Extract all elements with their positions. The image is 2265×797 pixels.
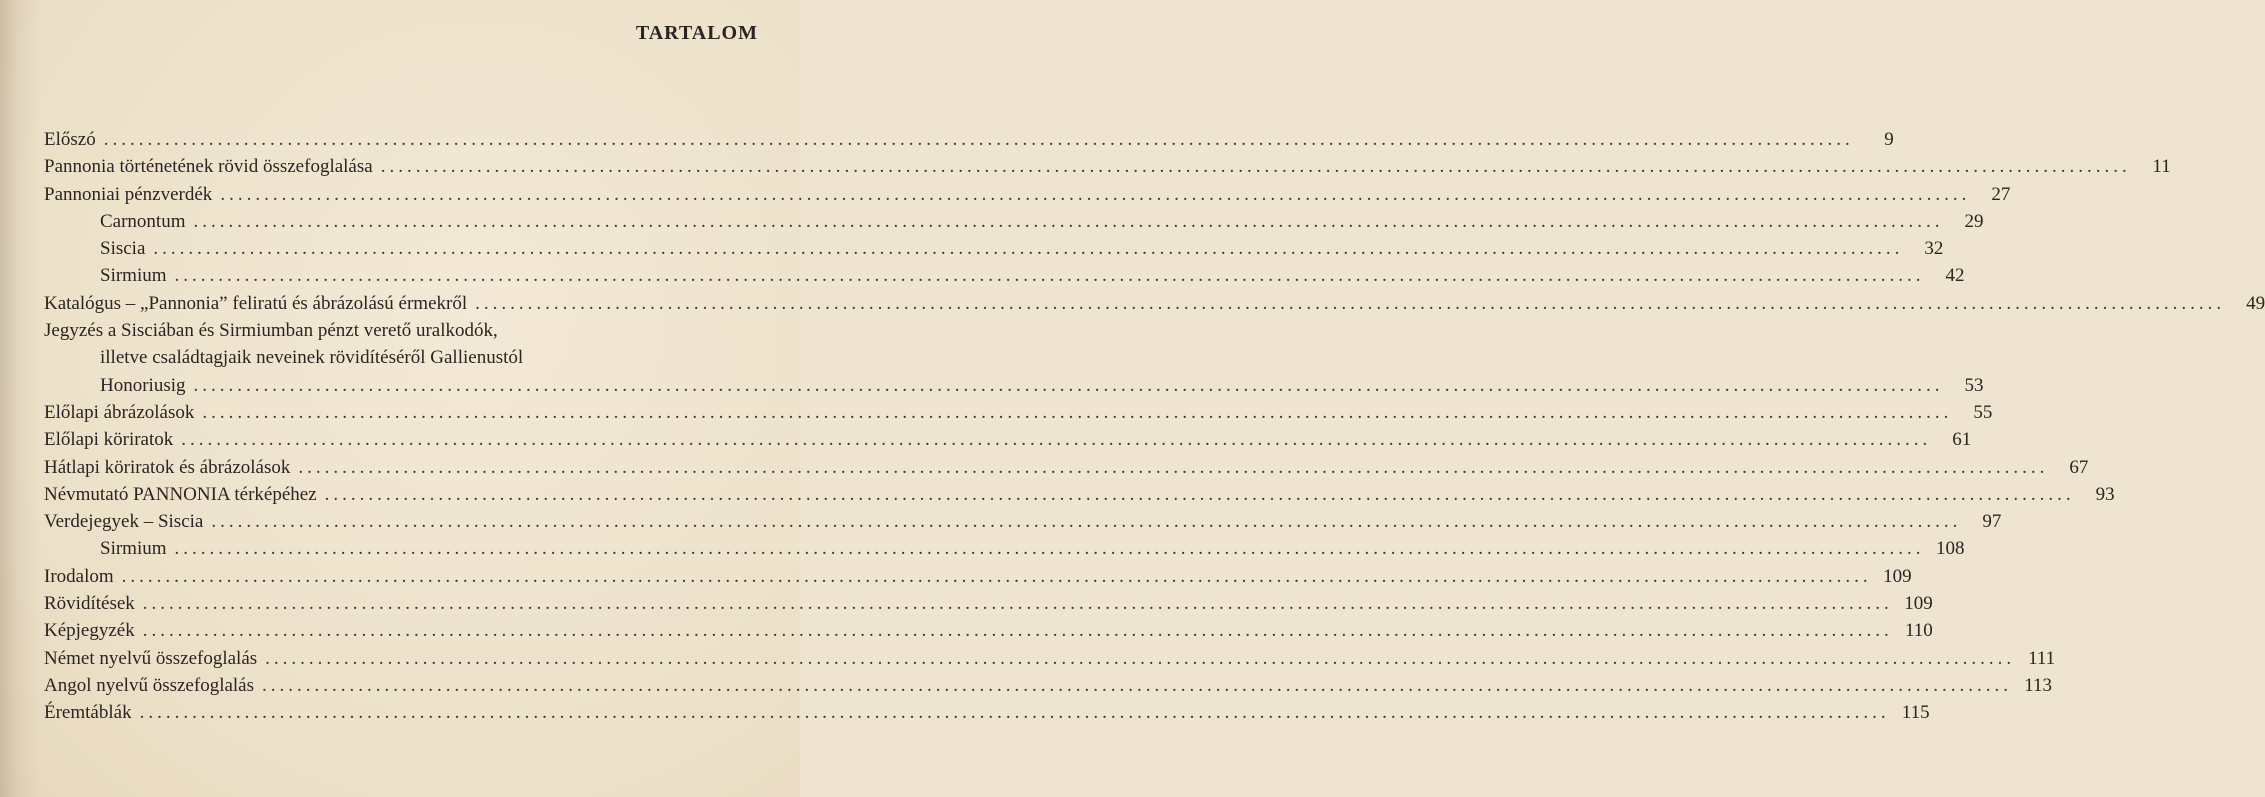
dot-leader: ........................................................................................................................................................................................................ xyxy=(265,647,2016,669)
toc-entry xyxy=(44,290,2265,317)
dot-leader: ........................................................................................................................................................................................................ xyxy=(174,538,1925,560)
toc-entry xyxy=(44,126,1894,153)
toc-entry-label: Előszó xyxy=(44,129,96,150)
toc-entry xyxy=(44,426,1972,453)
toc-entry xyxy=(44,181,2011,208)
toc-page-number: 61 xyxy=(1952,429,1972,451)
dot-leader: ........................................................................................................................................................................................................ xyxy=(153,238,1904,260)
toc-page-number: 9 xyxy=(1884,129,1894,150)
toc-entry xyxy=(44,563,1912,590)
toc-page-number: 29 xyxy=(1964,210,1984,232)
toc-entry-label: Előlapi ábrázolások xyxy=(44,401,195,423)
toc-entry xyxy=(44,454,2089,481)
toc-page-number: 97 xyxy=(1982,511,2002,533)
toc-entry-label: Katalógus – „Pannonia” feliratú és ábrázolású érmekről xyxy=(44,292,468,314)
toc-entry-label: Pannoniai pénzverdék xyxy=(44,183,213,205)
toc-page-number: 42 xyxy=(1945,265,1965,287)
toc-entry-label: Rövidítések xyxy=(44,593,135,615)
toc-entry-label: Hátlapi köriratok és ábrázolások xyxy=(44,456,291,478)
toc-entry-label: Verdejegyek – Siscia xyxy=(44,511,204,533)
toc-entry xyxy=(44,535,1965,562)
toc-entry-label: Angol nyelvű összefoglalás xyxy=(44,674,255,696)
toc-page-number: 109 xyxy=(1904,593,1933,615)
dot-leader: ........................................................................................................................................................................................................ xyxy=(380,156,2131,178)
toc-entry xyxy=(44,372,1984,399)
toc-entry-label: Képjegyzék xyxy=(44,620,135,642)
toc-page-number: 110 xyxy=(1904,620,1933,642)
toc-entry xyxy=(44,672,2053,699)
toc-entry-label: Pannonia történetének rövid összefoglalása xyxy=(44,156,373,178)
dot-leader: ........................................................................................................................................................................................................ xyxy=(220,183,1971,205)
dot-leader: ........................................................................................................................................................................................................ xyxy=(298,456,2049,478)
toc-entry-label: Honoriusig xyxy=(100,374,186,396)
dot-leader: ........................................................................................................................................................................................................ xyxy=(211,511,1962,533)
dot-leader: ........................................................................................................................................................................................................ xyxy=(181,429,1932,451)
toc-entry xyxy=(44,617,1933,644)
toc-entry-label: illetve családtagjaik neveinek rövidítéséről Gallienustól xyxy=(100,347,524,369)
toc-page-number: 109 xyxy=(1883,565,1912,587)
dot-leader: ........................................................................................................................................................................................................ xyxy=(142,620,1893,642)
toc-entry xyxy=(44,262,1965,289)
toc-page-number: 53 xyxy=(1964,374,1984,396)
dot-leader: ........................................................................................................................................................................................................ xyxy=(324,483,2075,505)
toc-page-number: 108 xyxy=(1936,538,1965,560)
toc-entry xyxy=(44,590,1933,617)
table-of-contents xyxy=(44,126,2265,727)
dot-leader: ........................................................................................................................................................................................................ xyxy=(121,565,1872,587)
toc-entry xyxy=(44,399,1993,426)
toc-entry xyxy=(44,208,1984,235)
toc-entry-label: Sirmium xyxy=(100,265,167,287)
toc-page-number: 67 xyxy=(2069,456,2089,478)
toc-entry xyxy=(44,508,2002,535)
toc-page-number: 93 xyxy=(2095,483,2115,505)
toc-page-number: 49 xyxy=(2246,292,2265,314)
toc-entry-label: Siscia xyxy=(100,238,146,260)
toc-entry xyxy=(44,344,764,371)
dot-leader: ........................................................................................................................................................................................................ xyxy=(262,674,2013,696)
toc-entry-label: Jegyzés a Sisciában és Sirmiumban pénzt verető uralkodók, xyxy=(44,320,498,342)
toc-entry-label: Irodalom xyxy=(44,565,114,587)
toc-entry-label: Előlapi köriratok xyxy=(44,429,174,451)
dot-leader: ........................................................................................................................................................................................................ xyxy=(174,265,1925,287)
page-title: TARTALOM xyxy=(635,22,758,44)
dot-leader: ........................................................................................................................................................................................................ xyxy=(193,210,1944,232)
toc-page-number: 113 xyxy=(2024,674,2053,696)
toc-entry xyxy=(44,235,1944,262)
toc-page-number: 111 xyxy=(2028,647,2056,669)
toc-entry xyxy=(44,481,2115,508)
toc-entry xyxy=(44,317,764,344)
toc-entry-label: Éremtáblák xyxy=(44,702,132,724)
dot-leader: ........................................................................................................................................................................................................ xyxy=(103,129,1854,150)
dot-leader: ........................................................................................................................................................................................................ xyxy=(193,374,1944,396)
toc-entry-label: Sirmium xyxy=(100,538,167,560)
toc-page-number: 115 xyxy=(1901,702,1930,724)
toc-entry-label: Carnontum xyxy=(100,210,186,232)
toc-entry-label: Névmutató PANNONIA térképéhez xyxy=(44,483,317,505)
toc-page-number: 55 xyxy=(1973,401,1993,423)
toc-entry xyxy=(44,153,2171,180)
dot-leader: ........................................................................................................................................................................................................ xyxy=(202,401,1953,423)
toc-page-number: 32 xyxy=(1924,238,1944,260)
toc-page-number: 11 xyxy=(2152,156,2171,178)
dot-leader: ........................................................................................................................................................................................................ xyxy=(475,292,2226,314)
dot-leader: ........................................................................................................................................................................................................ xyxy=(142,593,1893,615)
toc-entry xyxy=(44,699,1930,726)
toc-page-number: 27 xyxy=(1991,183,2011,205)
dot-leader: ........................................................................................................................................................................................................ xyxy=(139,702,1890,724)
toc-entry xyxy=(44,645,2056,672)
toc-entry-label: Német nyelvű összefoglalás xyxy=(44,647,258,669)
